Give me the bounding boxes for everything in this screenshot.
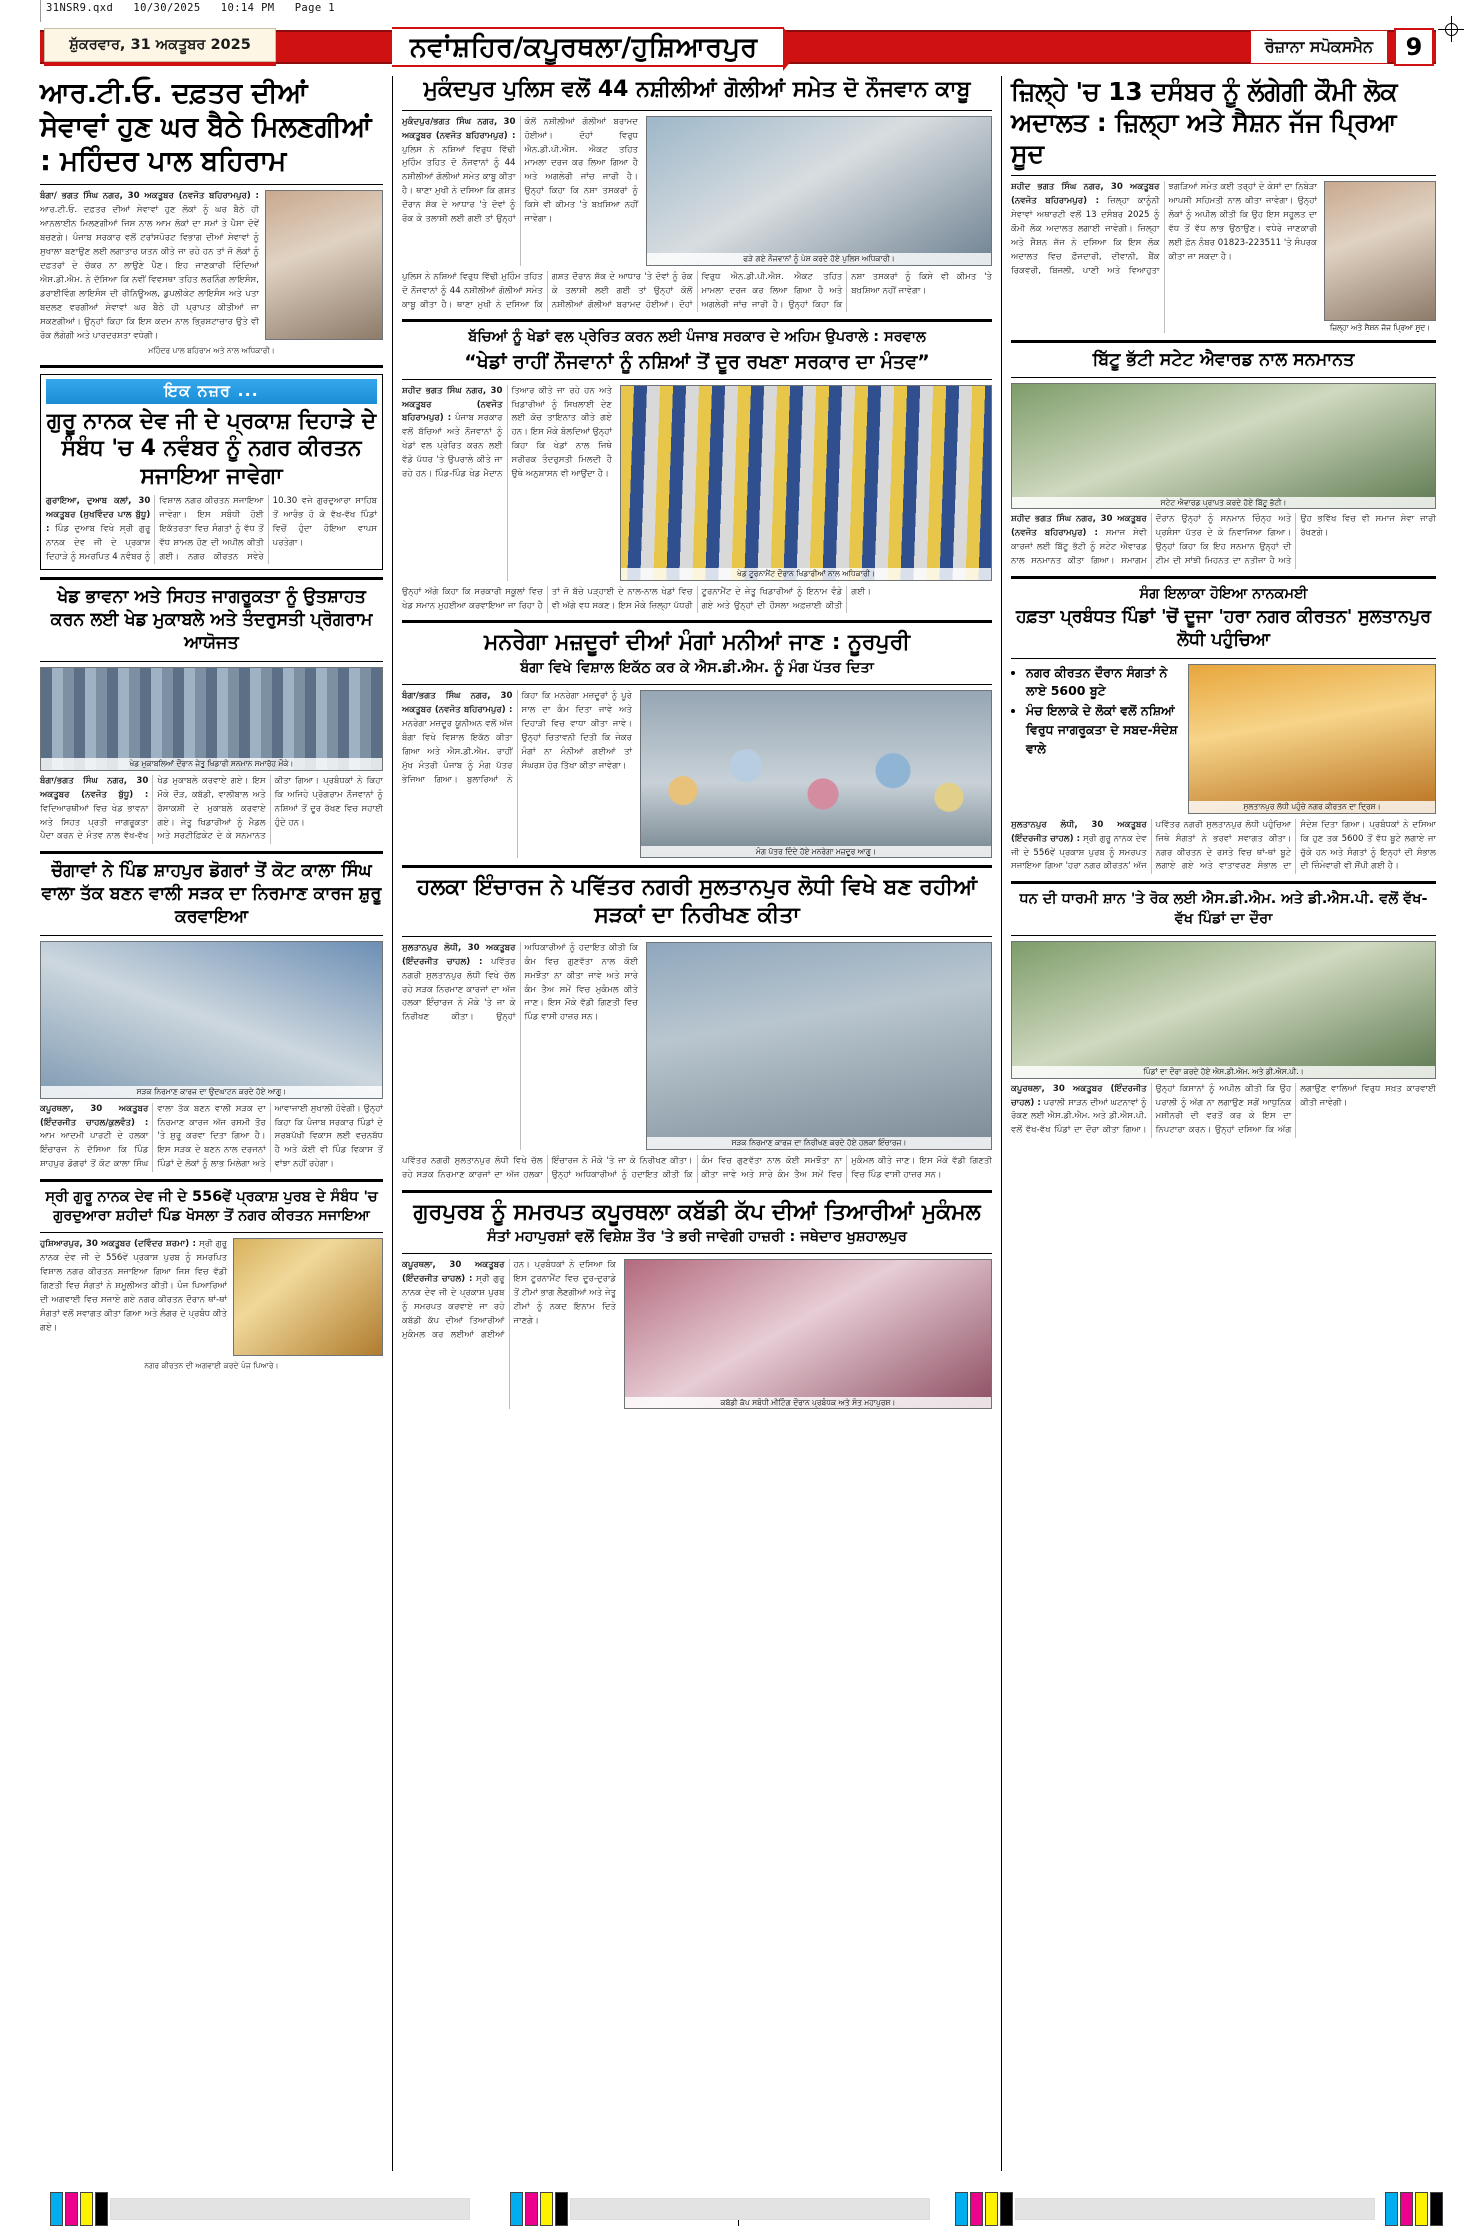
left-column [40,76,392,2171]
sdm-text: ਪਰਾਲੀ ਸਾੜਨ ਦੀਆਂ ਘਟਨਾਵਾਂ ਨੂੰ ਰੋਕਣ ਲਈ ਐਸ.ਡੀ.ਐਮ. ਅਤੇ ਡੀ.ਐਸ.ਪੀ. ਵਲੋਂ ਵੱਖ-ਵੱਖ ਪਿੰਡਾਂ ਦਾ ਦੌਰਾ ਕੀਤਾ ਗਿਆ। ਉਨ੍ਹਾਂ ਕਿਸਾਨਾਂ ਨੂੰ ਅਪੀਲ ਕੀਤੀ ਕਿ ਉਹ ਪਰਾਲੀ ਨੂੰ ਅੱਗ ਨਾ ਲਗਾਉਣ ਸਗੋਂ ਆਧੁਨਿਕ ਮਸ਼ੀਨਰੀ ਦੀ ਵਰਤੋਂ ਕਰ ਕੇ ਇਸ ਦਾ ਨਿਪਟਾਰਾ ਕਰਨ। ਉਨ੍ਹਾਂ ਦਸਿਆ ਕਿ ਅੱਗ ਲਗਾਉਣ ਵਾਲਿਆਂ ਵਿਰੁਧ ਸਖ਼ਤ ਕਾਰਵਾਈ ਕੀਤੀ ਜਾਵੇਗੀ। [1011,1083,1436,1136]
halka-continuation: ਪਵਿੱਤਰ ਨਗਰੀ ਸੁਲਤਾਨਪੁਰ ਲੋਧੀ ਵਿਖੇ ਚੱਲ ਰਹੇ ਸੜਕ ਨਿਰਮਾਣ ਕਾਰਜਾਂ ਦਾ ਅੱਜ ਹਲਕਾ ਇੰਚਾਰਜ ਨੇ ਮੌਕੇ 'ਤੇ ਜਾ ਕੇ ਨਿਰੀਖਣ ਕੀਤਾ। ਉਨ੍ਹਾਂ ਅਧਿਕਾਰੀਆਂ ਨੂੰ ਹਦਾਇਤ ਕੀਤੀ ਕਿ ਕੰਮ ਵਿਚ ਗੁਣਵੱਤਾ ਨਾਲ ਕੋਈ ਸਮਝੌਤਾ ਨਾ ਕੀਤਾ ਜਾਵੇ ਅਤੇ ਸਾਰੇ ਕੰਮ ਤੈਅ ਸਮੇਂ ਵਿਚ ਮੁਕੰਮਲ ਕੀਤੇ ਜਾਣ। ਇਸ ਮੌਕੇ ਵੱਡੀ ਗਿਣਤੀ ਵਿਚ ਪਿੰਡ ਵਾਸੀ ਹਾਜ਼ਰ ਸਨ। [402,1155,992,1180]
court-story-photo-caption: ਜ਼ਿਲ੍ਹਾ ਅਤੇ ਸੈਸ਼ਨ ਜੱਜ ਪ੍ਰਿਆ ਸੂਦ। [1329,323,1431,332]
police-story-dateline: ਮੁਕੰਦਪੁਰ/ਭਗਤ ਸਿੰਘ ਨਗਰ, 30 ਅਕਤੂਬਰ (ਨਵਜੋਤ ਬਹਿਰਾਮਪੁਰ) : [402,116,516,141]
grey-scale-bar [570,2198,930,2220]
color-swatch-magenta [970,2192,983,2226]
nankmai-headline: ਹਫ਼ਤਾ ਪ੍ਰਬੰਧਤ ਪਿੰਡਾਂ 'ਚੋਂ ਦੂਜਾ 'ਹਰਾ ਨਗਰ ਕੀਰਤਨ' ਸੁਲਤਾਨਪੁਰ ਲੋਧੀ ਪਹੁੰਚਿਆ [1015,607,1432,650]
lead-photo [265,190,383,340]
color-swatch-magenta [525,2192,538,2226]
ik-nazar-dateline: ਗੁਰਾਇਆ, ਦੁਆਬ ਕਲਾਂ, 30 ਅਕਤੂਬਰ (ਸੁਖਵਿੰਦਰ ਪਾਲ ਬੁੱਧੂ) : [46,495,151,534]
nankmai-photo-caption: ਸੁਲਤਾਨਪੁਰ ਲੋਧੀ ਪਹੁੰਚੇ ਨਗਰ ਕੀਰਤਨ ਦਾ ਦ੍ਰਿਸ਼। [1189,801,1435,812]
nankmai-dateline: ਸੁਲਤਾਨਪੁਰ ਲੋਧੀ, 30 ਅਕਤੂਬਰ (ਇੰਦਰਜੀਤ ਚਾਹਲ) : [1011,819,1147,844]
page-number: 9 [1394,28,1434,66]
nankmai-body [1011,819,1436,875]
kabaddi-body [402,1259,616,1409]
award-headline: ਬਿੱਟੂ ਭੱਟੀ ਸਟੇਟ ਐਵਾਰਡ ਨਾਲ ਸਨਮਾਨਤ [1092,349,1355,370]
sports-feature-body-right: ਉਨ੍ਹਾਂ ਅੱਗੇ ਕਿਹਾ ਕਿ ਸਰਕਾਰੀ ਸਕੂਲਾਂ ਵਿਚ ਖੇਡ ਸਮਾਨ ਮੁਹਈਆ ਕਰਵਾਇਆ ਜਾ ਰਿਹਾ ਹੈ ਤਾਂ ਜੋ ਬੱਚੇ ਪੜ੍ਹਾਈ ਦੇ ਨਾਲ-ਨਾਲ ਖੇਡਾਂ ਵਿਚ ਵੀ ਅੱਗੇ ਵਧ ਸਕਣ। ਇਸ ਮੌਕੇ ਜ਼ਿਲ੍ਹਾ ਪੱਧਰੀ ਟੂਰਨਾਮੈਂਟ ਦੇ ਜੇਤੂ ਖਿਡਾਰੀਆਂ ਨੂੰ ਇਨਾਮ ਵੰਡੇ ਗਏ ਅਤੇ ਉਨ੍ਹਾਂ ਦੀ ਹੌਸਲਾ ਅਫ਼ਜ਼ਾਈ ਕੀਤੀ ਗਈ। [402,586,871,611]
nankmai-bullet-1: • ਨਗਰ ਕੀਰਤਨ ਦੌਰਾਨ ਸੰਗਤਾਂ ਨੇ ਲਾਏ 5600 ਬੂਟੇ [1026,664,1181,702]
nankmai-bullets [1011,664,1181,759]
sports-feature-body-left [402,385,612,581]
sports-feature-kicker: ਬੱਚਿਆਂ ਨੂੰ ਖੇਡਾਂ ਵਲ ਪ੍ਰੇਰਿਤ ਕਰਨ ਲਈ ਪੰਜਾਬ ਸਰਕਾਰ ਦੇ ਅਹਿਮ ਉਪਰਾਲੇ : ਸਰਵਾਲ [468,329,926,346]
color-bar-group-3 [955,2192,1375,2226]
manrega-photo [640,690,992,858]
color-swatch-cyan [50,2192,63,2226]
lead-dateline: ਬੰਗਾ/ ਭਗਤ ਸਿੰਘ ਨਗਰ, 30 ਅਕਤੂਬਰ (ਨਵਜੋਤ ਬਹਿਰਾਮਪੁਰ) : [40,191,259,202]
road-story-headline: ਚੌਗਾਵਾਂ ਨੇ ਪਿੰਡ ਸ਼ਾਹਪੁਰ ਡੋਗਰਾਂ ਤੋਂ ਕੋਟ ਕਾਲਾ ਸਿੰਘ ਵਾਲਾ ਤੱਕ ਬਣਨ ਵਾਲੀ ਸੜਕ ਦਾ ਨਿਰਮਾਣ ਕਾਰਜ ਸ਼ੁਰੂ ਕਰਵਾਇਆ [41,861,382,927]
halka-photo-caption: ਸੜਕ ਨਿਰਮਾਣ ਕਾਰਜ ਦਾ ਨਿਰੀਖਣ ਕਰਦੇ ਹੋਏ ਹਲਕਾ ਇੰਚਾਰਜ। [647,1137,991,1148]
masthead [40,26,1436,70]
ik-nazar-body [46,495,377,565]
ik-nazar-box [40,374,383,571]
color-swatch-black [555,2192,568,2226]
masthead-paper-plate [1250,30,1388,64]
manrega-headline: ਮਨਰੇਗਾ ਮਜ਼ਦੂਰਾਂ ਦੀਆਂ ਮੰਗਾਂ ਮਨੀਆਂ ਜਾਣ : ਨੂਰਪੁਰੀ [483,630,910,656]
right-column [1002,76,1436,2171]
road-story-photo-caption: ਸੜਕ ਨਿਰਮਾਣ ਕਾਰਜ ਦਾ ਉਦਘਾਟਨ ਕਰਦੇ ਹੋਏ ਆਗੂ। [41,1086,382,1097]
road-story-body [40,1103,383,1173]
halka-dateline: ਸੁਲਤਾਨਪੁਰ ਲੋਧੀ, 30 ਅਕਤੂਬਰ (ਇੰਦਰਜੀਤ ਚਾਹਲ) : [402,942,516,967]
halka-headline: ਹਲਕਾ ਇੰਚਾਰਜ ਨੇ ਪਵਿੱਤਰ ਨਗਰੀ ਸੁਲਤਾਨਪੁਰ ਲੋਧੀ ਵਿਖੇ ਬਣ ਰਹੀਆਂ ਸੜਕਾਂ ਦਾ ਨਿਰੀਖਣ ਕੀਤਾ [416,875,978,929]
award-text: ਸਮਾਜ ਸੇਵੀ ਕਾਰਜਾਂ ਲਈ ਬਿੱਟੂ ਭੱਟੀ ਨੂੰ ਸਟੇਟ ਐਵਾਰਡ ਨਾਲ ਸਨਮਾਨਤ ਕੀਤਾ ਗਿਆ। ਸਮਾਗਮ ਦੌਰਾਨ ਉਨ੍ਹਾਂ ਨੂੰ ਸਨਮਾਨ ਚਿੰਨ੍ਹ ਅਤੇ ਪ੍ਰਸ਼ੰਸਾ ਪੱਤਰ ਦੇ ਕੇ ਨਿਵਾਜਿਆ ਗਿਆ। ਉਨ੍ਹਾਂ ਕਿਹਾ ਕਿ ਇਹ ਸਨਮਾਨ ਉਨ੍ਹਾਂ ਦੀ ਟੀਮ ਦੀ ਸਾਂਝੀ ਮਿਹਨਤ ਦਾ ਨਤੀਜਾ ਹੈ ਅਤੇ ਉਹ ਭਵਿੱਖ ਵਿਚ ਵੀ ਸਮਾਜ ਸੇਵਾ ਜਾਰੀ ਰੱਖਣਗੇ। [1011,514,1436,567]
print-slug: 31NSR9.qxd 10/30/2025 10:14 PM Page 1 [46,2,336,14]
manrega-photo-caption: ਮੰਗ ਪੱਤਰ ਦਿੰਦੇ ਹੋਏ ਮਨਰੇਗਾ ਮਜ਼ਦੂਰ ਆਗੂ। [641,846,991,857]
prakash-story-photo-caption: ਨਗਰ ਕੀਰਤਨ ਦੀ ਅਗਵਾਈ ਕਰਦੇ ਪੰਜ ਪਿਆਰੇ। [144,1361,279,1371]
road-story-text: ਆਮ ਆਦਮੀ ਪਾਰਟੀ ਦੇ ਹਲਕਾ ਇੰਚਾਰਜ ਨੇ ਦੱਸਿਆ ਕਿ ਪਿੰਡ ਸ਼ਾਹਪੁਰ ਡੋਗਰਾਂ ਤੋਂ ਕੋਟ ਕਾਲਾ ਸਿੰਘ ਵਾਲਾ ਤੱਕ ਬਣਨ ਵਾਲੀ ਸੜਕ ਦਾ ਨਿਰਮਾਣ ਕਾਰਜ ਅੱਜ ਰਸਮੀ ਤੌਰ 'ਤੇ ਸ਼ੁਰੂ ਕਰਵਾ ਦਿਤਾ ਗਿਆ ਹੈ। ਇਸ ਸੜਕ ਦੇ ਬਣਨ ਨਾਲ ਦਰਜਨਾਂ ਪਿੰਡਾਂ ਦੇ ਲੋਕਾਂ ਨੂੰ ਲਾਭ ਮਿਲੇਗਾ ਅਤੇ ਆਵਾਜਾਈ ਸੁਖਾਲੀ ਹੋਵੇਗੀ। ਉਨ੍ਹਾਂ ਕਿਹਾ ਕਿ ਪੰਜਾਬ ਸਰਕਾਰ ਪਿੰਡਾਂ ਦੇ ਸਰਬਪੱਖੀ ਵਿਕਾਸ ਲਈ ਵਚਨਬੱਧ ਹੈ ਅਤੇ ਕੋਈ ਵੀ ਪਿੰਡ ਵਿਕਾਸ ਤੋਂ ਵਾਂਝਾ ਨਹੀਂ ਰਹੇਗਾ। [40,1103,383,1170]
halka-text: ਪਵਿੱਤਰ ਨਗਰੀ ਸੁਲਤਾਨਪੁਰ ਲੋਧੀ ਵਿਖੇ ਚੱਲ ਰਹੇ ਸੜਕ ਨਿਰਮਾਣ ਕਾਰਜਾਂ ਦਾ ਅੱਜ ਹਲਕਾ ਇੰਚਾਰਜ ਨੇ ਮੌਕੇ 'ਤੇ ਜਾ ਕੇ ਨਿਰੀਖਣ ਕੀਤਾ। ਉਨ੍ਹਾਂ ਅਧਿਕਾਰੀਆਂ ਨੂੰ ਹਦਾਇਤ ਕੀਤੀ ਕਿ ਕੰਮ ਵਿਚ ਗੁਣਵੱਤਾ ਨਾਲ ਕੋਈ ਸਮਝੌਤਾ ਨਾ ਕੀਤਾ ਜਾਵੇ ਅਤੇ ਸਾਰੇ ਕੰਮ ਤੈਅ ਸਮੇਂ ਵਿਚ ਮੁਕੰਮਲ ਕੀਤੇ ਜਾਣ। ਇਸ ਮੌਕੇ ਵੱਡੀ ਗਿਣਤੀ ਵਿਚ ਪਿੰਡ ਵਾਸੀ ਹਾਜ਼ਰ ਸਨ। [402,942,638,1023]
award-photo [1011,383,1436,509]
masthead-edition-plate [392,27,784,67]
prakash-story-photo [233,1238,383,1356]
manrega-dateline: ਬੰਗਾ/ਭਗਤ ਸਿੰਘ ਨਗਰ, 30 ਅਕਤੂਬਰ (ਨਵਜੋਤ ਬਹਿਰਾਮਪੁਰ) : [402,691,513,716]
sports-feature-text-left: ਪੰਜਾਬ ਸਰਕਾਰ ਵਲੋਂ ਬੱਚਿਆਂ ਅਤੇ ਨੌਜਵਾਨਾਂ ਨੂੰ ਖੇਡਾਂ ਵਲ ਪ੍ਰੇਰਿਤ ਕਰਨ ਲਈ ਵੱਡੇ ਪੱਧਰ 'ਤੇ ਉਪਰਾਲੇ ਕੀਤੇ ਜਾ ਰਹੇ ਹਨ। ਪਿੰਡ-ਪਿੰਡ ਖੇਡ ਮੈਦਾਨ ਤਿਆਰ ਕੀਤੇ ਜਾ ਰਹੇ ਹਨ ਅਤੇ ਖਿਡਾਰੀਆਂ ਨੂੰ ਸਿਖਲਾਈ ਦੇਣ ਲਈ ਕੋਚ ਤਾਇਨਾਤ ਕੀਤੇ ਗਏ ਹਨ। ਇਸ ਮੌਕੇ ਬੋਲਦਿਆਂ ਉਨ੍ਹਾਂ ਕਿਹਾ ਕਿ ਖੇਡਾਂ ਨਾਲ ਜਿਥੇ ਸਰੀਰਕ ਤੰਦਰੁਸਤੀ ਮਿਲਦੀ ਹੈ ਉਥੇ ਅਨੁਸ਼ਾਸਨ ਵੀ ਆਉਂਦਾ ਹੈ। [402,385,612,480]
court-story-headline: ਜ਼ਿਲ੍ਹੇ 'ਚ 13 ਦਸੰਬਰ ਨੂੰ ਲੱਗੇਗੀ ਕੌਮੀ ਲੋਕ ਅਦਾਲਤ : ਜ਼ਿਲ੍ਹਾ ਅਤੇ ਸੈਸ਼ਨ ਜੱਜ ਪ੍ਰਿਆ ਸੂਦ [1011,77,1398,168]
columns-grid [40,76,1436,2171]
sdm-dateline: ਕਪੂਰਥਲਾ, 30 ਅਕਤੂਬਰ (ਇੰਦਰਜੀਤ ਚਾਹਲ) : [1011,1083,1147,1108]
color-calibration-bars [40,2192,1436,2226]
middle-column [392,76,1002,2171]
police-story-continuation: ਪੁਲਿਸ ਨੇ ਨਸ਼ਿਆਂ ਵਿਰੁਧ ਵਿੱਢੀ ਮੁਹਿੰਮ ਤਹਿਤ ਦੋ ਨੌਜਵਾਨਾਂ ਨੂੰ 44 ਨਸ਼ੀਲੀਆਂ ਗੋਲੀਆਂ ਸਮੇਤ ਕਾਬੂ ਕੀਤਾ ਹੈ। ਥਾਣਾ ਮੁਖੀ ਨੇ ਦਸਿਆ ਕਿ ਗਸ਼ਤ ਦੌਰਾਨ ਸ਼ੱਕ ਦੇ ਆਧਾਰ 'ਤੇ ਦੋਵਾਂ ਨੂੰ ਰੋਕ ਕੇ ਤਲਾਸ਼ੀ ਲਈ ਗਈ ਤਾਂ ਉਨ੍ਹਾਂ ਕੋਲੋਂ ਨਸ਼ੀਲੀਆਂ ਗੋਲੀਆਂ ਬਰਾਮਦ ਹੋਈਆਂ। ਦੋਹਾਂ ਵਿਰੁਧ ਐਨ.ਡੀ.ਪੀ.ਐਸ. ਐਕਟ ਤਹਿਤ ਮਾਮਲਾ ਦਰਜ ਕਰ ਲਿਆ ਗਿਆ ਹੈ ਅਤੇ ਅਗਲੇਰੀ ਜਾਂਚ ਜਾਰੀ ਹੈ। ਉਨ੍ਹਾਂ ਕਿਹਾ ਕਿ ਨਸ਼ਾ ਤਸਕਰਾਂ ਨੂੰ ਕਿਸੇ ਵੀ ਕੀਮਤ 'ਤੇ ਬਖ਼ਸ਼ਿਆ ਨਹੀਂ ਜਾਵੇਗਾ। [402,271,992,310]
award-photo-caption: ਸਟੇਟ ਐਵਾਰਡ ਪ੍ਰਾਪਤ ਕਰਦੇ ਹੋਏ ਬਿੱਟੂ ਭੱਟੀ। [1012,497,1435,508]
kabaddi-subhead: ਸੰਤਾਂ ਮਹਾਪੁਰਸ਼ਾਂ ਵਲੋਂ ਵਿਸ਼ੇਸ਼ ਤੌਰ 'ਤੇ ਭਰੀ ਜਾਵੇਗੀ ਹਾਜ਼ਰੀ : ਜਥੇਦਾਰ ਖੁਸ਼ਹਾਲਪੁਰ [487,1229,907,1246]
color-swatch-cyan [955,2192,968,2226]
sports-story-photo [40,667,383,771]
sdm-photo-caption: ਪਿੰਡਾਂ ਦਾ ਦੌਰਾ ਕਰਦੇ ਹੋਏ ਐਸ.ਡੀ.ਐਮ. ਅਤੇ ਡੀ.ਐਸ.ਪੀ.। [1012,1066,1435,1077]
color-swatch-yellow [1415,2192,1428,2226]
nankmai-bullet-2: • ਮੰਚ ਇਲਾਕੇ ਦੇ ਲੋਕਾਂ ਵਲੋਂ ਨਸ਼ਿਆਂ ਵਿਰੁਧ ਜਾਗਰੂਕਤਾ ਦੇ ਸਬਦ-ਸੰਦੇਸ਼ ਵਾਲੇ [1026,702,1181,758]
police-story-photo-caption: ਫੜੇ ਗਏ ਨੌਜਵਾਨਾਂ ਨੂੰ ਪੇਸ਼ ਕਰਦੇ ਹੋਏ ਪੁਲਿਸ ਅਧਿਕਾਰੀ। [647,253,991,264]
registration-mark-top [1438,16,1464,42]
color-swatch-cyan [1385,2192,1398,2226]
sdm-body [1011,1083,1436,1139]
police-story-text: ਪੁਲਿਸ ਨੇ ਨਸ਼ਿਆਂ ਵਿਰੁਧ ਵਿੱਢੀ ਮੁਹਿੰਮ ਤਹਿਤ ਦੋ ਨੌਜਵਾਨਾਂ ਨੂੰ 44 ਨਸ਼ੀਲੀਆਂ ਗੋਲੀਆਂ ਸਮੇਤ ਕਾਬੂ ਕੀਤਾ ਹੈ। ਥਾਣਾ ਮੁਖੀ ਨੇ ਦਸਿਆ ਕਿ ਗਸ਼ਤ ਦੌਰਾਨ ਸ਼ੱਕ ਦੇ ਆਧਾਰ 'ਤੇ ਦੋਵਾਂ ਨੂੰ ਰੋਕ ਕੇ ਤਲਾਸ਼ੀ ਲਈ ਗਈ ਤਾਂ ਉਨ੍ਹਾਂ ਕੋਲੋਂ ਨਸ਼ੀਲੀਆਂ ਗੋਲੀਆਂ ਬਰਾਮਦ ਹੋਈਆਂ। ਦੋਹਾਂ ਵਿਰੁਧ ਐਨ.ਡੀ.ਪੀ.ਐਸ. ਐਕਟ ਤਹਿਤ ਮਾਮਲਾ ਦਰਜ ਕਰ ਲਿਆ ਗਿਆ ਹੈ ਅਤੇ ਅਗਲੇਰੀ ਜਾਂਚ ਜਾਰੀ ਹੈ। ਉਨ੍ਹਾਂ ਕਿਹਾ ਕਿ ਨਸ਼ਾ ਤਸਕਰਾਂ ਨੂੰ ਕਿਸੇ ਵੀ ਕੀਮਤ 'ਤੇ ਬਖ਼ਸ਼ਿਆ ਨਹੀਂ ਜਾਵੇਗਾ। [402,116,638,225]
ik-nazar-banner: ਇਕ ਨਜ਼ਰ ... [46,379,377,404]
masthead-paper-name: ਰੋਜ਼ਾਨਾ ਸਪੋਕਸਮੈਨ [1264,37,1373,56]
halka-photo [646,942,992,1150]
color-swatch-yellow [80,2192,93,2226]
sports-story-text: ਵਿਦਿਆਰਥੀਆਂ ਵਿਚ ਖੇਡ ਭਾਵਨਾ ਅਤੇ ਸਿਹਤ ਪ੍ਰਤੀ ਜਾਗਰੂਕਤਾ ਪੈਦਾ ਕਰਨ ਦੇ ਮੰਤਵ ਨਾਲ ਵੱਖ-ਵੱਖ ਖੇਡ ਮੁਕਾਬਲੇ ਕਰਵਾਏ ਗਏ। ਇਸ ਮੌਕੇ ਦੌੜ, ਕਬੱਡੀ, ਵਾਲੀਬਾਲ ਅਤੇ ਰੱਸਾਕਸ਼ੀ ਦੇ ਮੁਕਾਬਲੇ ਕਰਵਾਏ ਗਏ। ਜੇਤੂ ਖਿਡਾਰੀਆਂ ਨੂੰ ਮੈਡਲ ਅਤੇ ਸਰਟੀਫ਼ਿਕੇਟ ਦੇ ਕੇ ਸਨਮਾਨਤ ਕੀਤਾ ਗਿਆ। ਪ੍ਰਬੰਧਕਾਂ ਨੇ ਕਿਹਾ ਕਿ ਅਜਿਹੇ ਪ੍ਰੋਗਰਾਮ ਨੌਜਵਾਨਾਂ ਨੂੰ ਨਸ਼ਿਆਂ ਤੋਂ ਦੂਰ ਰੱਖਣ ਵਿਚ ਸਹਾਈ ਹੁੰਦੇ ਹਨ। [40,775,383,842]
police-story-photo [646,116,992,266]
police-story-headline: ਮੁਕੰਦਪੁਰ ਪੁਲਿਸ ਵਲੋਂ 44 ਨਸ਼ੀਲੀਆਂ ਗੋਲੀਆਂ ਸਮੇਤ ਦੋ ਨੌਜਵਾਨ ਕਾਬੂ [423,77,971,102]
color-swatch-black [1430,2192,1443,2226]
police-story-body [402,116,638,266]
grey-scale-bar [110,2198,470,2220]
color-bar-group-4 [1385,2192,1447,2226]
kabaddi-dateline: ਕਪੂਰਥਲਾ, 30 ਅਕਤੂਬਰ (ਇੰਦਰਜੀਤ ਚਾਹਲ) : [402,1260,505,1285]
manrega-text: ਮਨਰੇਗਾ ਮਜ਼ਦੂਰ ਯੂਨੀਅਨ ਵਲੋਂ ਅੱਜ ਬੰਗਾ ਵਿਖੇ ਵਿਸ਼ਾਲ ਇਕੱਠ ਕੀਤਾ ਗਿਆ ਅਤੇ ਐਸ.ਡੀ.ਐਮ. ਰਾਹੀਂ ਮੁੱਖ ਮੰਤਰੀ ਪੰਜਾਬ ਨੂੰ ਮੰਗ ਪੱਤਰ ਭੇਜਿਆ ਗਿਆ। ਬੁਲਾਰਿਆਂ ਨੇ ਕਿਹਾ ਕਿ ਮਨਰੇਗਾ ਮਜ਼ਦੂਰਾਂ ਨੂੰ ਪੂਰੇ ਸਾਲ ਦਾ ਕੰਮ ਦਿਤਾ ਜਾਵੇ ਅਤੇ ਦਿਹਾੜੀ ਵਿਚ ਵਾਧਾ ਕੀਤਾ ਜਾਵੇ। ਉਨ੍ਹਾਂ ਚਿਤਾਵਨੀ ਦਿਤੀ ਕਿ ਜੇਕਰ ਮੰਗਾਂ ਨਾ ਮੰਨੀਆਂ ਗਈਆਂ ਤਾਂ ਸੰਘਰਸ਼ ਹੋਰ ਤਿੱਖਾ ਕੀਤਾ ਜਾਵੇਗਾ। [402,691,632,785]
lead-photo-caption: ਮਹਿੰਦਰ ਪਾਲ ਬਹਿਰਾਮ ਅਤੇ ਨਾਲ ਅਧਿਕਾਰੀ। [148,346,275,356]
sdm-headline: ਧਨ ਦੀ ਧਾਰਮੀ ਸ਼ਾਨ 'ਤੇ ਰੋਕ ਲਈ ਐਸ.ਡੀ.ਐਮ. ਅਤੇ ਡੀ.ਐਸ.ਪੀ. ਵਲੋਂ ਵੱਖ-ਵੱਖ ਪਿੰਡਾਂ ਦਾ ਦੌਰਾ [1019,891,1428,927]
sports-feature-quote: “ਖੇਡਾਂ ਰਾਹੀਂ ਨੌਜਵਾਨਾਂ ਨੂੰ ਨਸ਼ਿਆਂ ਤੋਂ ਦੂਰ ਰਖਣਾ ਸਰਕਾਰ ਦਾ ਮੰਤਵ” [464,350,930,373]
sports-feature-dateline: ਸ਼ਹੀਦ ਭਗਤ ਸਿੰਘ ਨਗਰ, 30 ਅਕਤੂਬਰ (ਨਵਜੋਤ ਬਹਿਰਾਮਪੁਰ) : [402,385,503,424]
color-swatch-yellow [985,2192,998,2226]
newspaper-page [40,26,1436,2186]
nankmai-kicker: ਸੰਗ ਇਲਾਕਾ ਹੋਇਆ ਨਾਨਕਮਈ [1139,586,1308,603]
sports-story-headline: ਖੇਡ ਭਾਵਨਾ ਅਤੇ ਸਿਹਤ ਜਾਗਰੂਕਤਾ ਨੂੰ ਉਤਸ਼ਾਹਤ ਕਰਨ ਲਈ ਖੇਡ ਮੁਕਾਬਲੇ ਅਤੇ ਤੰਦਰੁਸਤੀ ਪ੍ਰੋਗਰਾਮ ਆਯੋਜਤ [50,587,373,653]
manrega-subhead: ਬੰਗਾ ਵਿਖੇ ਵਿਸ਼ਾਲ ਇਕੱਠ ਕਰ ਕੇ ਐਸ.ਡੀ.ਐਮ. ਨੂੰ ਮੰਗ ਪੱਤਰ ਦਿਤਾ [520,660,874,677]
color-swatch-cyan [510,2192,523,2226]
sports-feature-photo [620,385,992,581]
prakash-story-text: ਸ੍ਰੀ ਗੁਰੂ ਨਾਨਕ ਦੇਵ ਜੀ ਦੇ 556ਵੇਂ ਪ੍ਰਕਾਸ਼ ਪੁਰਬ ਨੂੰ ਸਮਰਪਿਤ ਵਿਸ਼ਾਲ ਨਗਰ ਕੀਰਤਨ ਸਜਾਇਆ ਗਿਆ ਜਿਸ ਵਿਚ ਵੱਡੀ ਗਿਣਤੀ ਵਿਚ ਸੰਗਤਾਂ ਨੇ ਸ਼ਮੂਲੀਅਤ ਕੀਤੀ। ਪੰਜ ਪਿਆਰਿਆਂ ਦੀ ਅਗਵਾਈ ਵਿਚ ਸਜਾਏ ਗਏ ਨਗਰ ਕੀਰਤਨ ਦੌਰਾਨ ਥਾਂ-ਥਾਂ ਸੰਗਤਾਂ ਵਲੋਂ ਸਵਾਗਤ ਕੀਤਾ ਗਿਆ ਅਤੇ ਲੰਗਰ ਦੇ ਪ੍ਰਬੰਧ ਕੀਤੇ ਗਏ। [40,1239,227,1333]
nankmai-text: ਸ੍ਰੀ ਗੁਰੂ ਨਾਨਕ ਦੇਵ ਜੀ ਦੇ 556ਵੇਂ ਪ੍ਰਕਾਸ਼ ਪੁਰਬ ਨੂੰ ਸਮਰਪਤ ਸਜਾਇਆ ਗਿਆ 'ਹਰਾ ਨਗਰ ਕੀਰਤਨ' ਅੱਜ ਪਵਿੱਤਰ ਨਗਰੀ ਸੁਲਤਾਨਪੁਰ ਲੋਧੀ ਪਹੁੰਚਿਆ ਜਿਥੇ ਸੰਗਤਾਂ ਨੇ ਭਰਵਾਂ ਸਵਾਗਤ ਕੀਤਾ। ਨਗਰ ਕੀਰਤਨ ਦੇ ਰਸਤੇ ਵਿਚ ਥਾਂ-ਥਾਂ ਬੂਟੇ ਲਗਾਏ ਗਏ ਅਤੇ ਵਾਤਾਵਰਣ ਸੰਭਾਲ ਦਾ ਸੰਦੇਸ਼ ਦਿਤਾ ਗਿਆ। ਪ੍ਰਬੰਧਕਾਂ ਨੇ ਦਸਿਆ ਕਿ ਹੁਣ ਤਕ 5600 ਤੋਂ ਵੱਧ ਬੂਟੇ ਲਗਾਏ ਜਾ ਚੁੱਕੇ ਹਨ ਅਤੇ ਸੰਗਤਾਂ ਨੂੰ ਇਨ੍ਹਾਂ ਦੀ ਸੰਭਾਲ ਦੀ ਜ਼ਿੰਮੇਵਾਰੀ ਵੀ ਸੌਂਪੀ ਗਈ ਹੈ। [1011,819,1436,872]
sdm-photo [1011,941,1436,1079]
road-story-photo [40,941,383,1099]
masthead-date: ਸ਼ੁੱਕਰਵਾਰ, 31 ਅਕਤੂਬਰ 2025 [44,28,276,62]
road-story-dateline: ਕਪੂਰਥਲਾ, 30 ਅਕਤੂਬਰ (ਇੰਦਰਜੀਤ ਚਾਹਲ/ਕੁਲਵੰਤ) : [40,1103,149,1128]
masthead-editions: ਨਵਾਂਸ਼ਹਿਰ/ਕਪੂਰਥਲਾ/ਹੁਸ਼ਿਆਰਪੁਰ [410,31,758,63]
ik-nazar-headline: ਗੁਰੂ ਨਾਨਕ ਦੇਵ ਜੀ ਦੇ ਪ੍ਰਕਾਸ਼ ਦਿਹਾੜੇ ਦੇ ਸੰਬੰਧ 'ਚ 4 ਨਵੰਬਰ ਨੂੰ ਨਗਰ ਕੀਰਤਨ ਸਜਾਇਆ ਜਾਵੇਗਾ [46,408,377,490]
color-swatch-magenta [1400,2192,1413,2226]
slug-rule [40,0,41,22]
sports-story-body [40,775,383,845]
color-swatch-magenta [65,2192,78,2226]
kabaddi-text: ਸ੍ਰੀ ਗੁਰੂ ਨਾਨਕ ਦੇਵ ਜੀ ਦੇ ਪ੍ਰਕਾਸ਼ ਪੁਰਬ ਨੂੰ ਸਮਰਪਤ ਕਰਵਾਏ ਜਾ ਰਹੇ ਕਬੱਡੀ ਕੱਪ ਦੀਆਂ ਤਿਆਰੀਆਂ ਮੁਕੰਮਲ ਕਰ ਲਈਆਂ ਗਈਆਂ ਹਨ। ਪ੍ਰਬੰਧਕਾਂ ਨੇ ਦਸਿਆ ਕਿ ਇਸ ਟੂਰਨਾਮੈਂਟ ਵਿਚ ਦੂਰ-ਦੁਰਾਡੇ ਤੋਂ ਟੀਮਾਂ ਭਾਗ ਲੈਣਗੀਆਂ ਅਤੇ ਜੇਤੂ ਟੀਮਾਂ ਨੂੰ ਨਕਦ ਇਨਾਮ ਦਿਤੇ ਜਾਣਗੇ। [402,1260,616,1341]
prakash-story-dateline: ਹੁਸ਼ਿਆਰਪੁਰ, 30 ਅਕਤੂਬਰ (ਦਵਿੰਦਰ ਸ਼ਰਮਾ) : [40,1239,196,1250]
color-swatch-yellow [540,2192,553,2226]
court-story-dateline: ਸ਼ਹੀਦ ਭਗਤ ਸਿੰਘ ਨਗਰ, 30 ਅਕਤੂਬਰ (ਨਵਜੋਤ ਬਹਿਰਾਮਪੁਰ) : [1011,182,1160,206]
nankmai-photo [1188,664,1436,814]
sports-story-photo-caption: ਖੇਡ ਮੁਕਾਬਲਿਆਂ ਦੌਰਾਨ ਜੇਤੂ ਖਿਡਾਰੀ ਸਨਮਾਨ ਸਮਾਰੋਹ ਮੌਕੇ। [41,758,382,769]
color-bar-group-1 [50,2192,470,2226]
award-dateline: ਸ਼ਹੀਦ ਭਗਤ ਸਿੰਘ ਨਗਰ, 30 ਅਕਤੂਬਰ (ਨਵਜੋਤ ਬਹਿਰਾਮਪੁਰ) : [1011,514,1147,539]
lead-text: ਆਰ.ਟੀ.ਓ. ਦਫ਼ਤਰ ਦੀਆਂ ਸੇਵਾਵਾਂ ਹੁਣ ਲੋਕਾਂ ਨੂੰ ਘਰ ਬੈਠੇ ਹੀ ਆਨਲਾਈਨ ਮਿਲਣਗੀਆਂ ਜਿਸ ਨਾਲ ਆਮ ਲੋਕਾਂ ਦਾ ਸਮਾਂ ਤੇ ਪੈਸਾ ਦੋਵੇਂ ਬਚਣਗੇ। ਪੰਜਾਬ ਸਰਕਾਰ ਵਲੋਂ ਟਰਾਂਸਪੋਰਟ ਵਿਭਾਗ ਦੀਆਂ ਸੇਵਾਵਾਂ ਨੂੰ ਸੁਖਾਲਾ ਬਣਾਉਣ ਲਈ ਲਗਾਤਾਰ ਯਤਨ ਕੀਤੇ ਜਾ ਰਹੇ ਹਨ ਤਾਂ ਜੋ ਲੋਕਾਂ ਨੂੰ ਦਫ਼ਤਰਾਂ ਦੇ ਚੱਕਰ ਨਾ ਲਾਉਣੇ ਪੈਣ। ਇਹ ਜਾਣਕਾਰੀ ਦਿੰਦਿਆਂ ਐਸ.ਡੀ.ਐਮ. ਨੇ ਦੱਸਿਆ ਕਿ ਨਵੀਂ ਵਿਵਸਥਾ ਤਹਿਤ ਲਰਨਿੰਗ ਲਾਇਸੰਸ, ਡਰਾਈਵਿੰਗ ਲਾਇਸੰਸ ਦੀ ਰੀਨਿਊਅਲ, ਡੁਪਲੀਕੇਟ ਲਾਇਸੰਸ ਅਤੇ ਪਤਾ ਬਦਲਣ ਵਰਗੀਆਂ ਸੇਵਾਵਾਂ ਘਰ ਬੈਠੇ ਹੀ ਪ੍ਰਾਪਤ ਕੀਤੀਆਂ ਜਾ ਸਕਣਗੀਆਂ। ਉਨ੍ਹਾਂ ਕਿਹਾ ਕਿ ਇਸ ਕਦਮ ਨਾਲ ਭ੍ਰਿਸ਼ਟਾਚਾਰ ਉਤੇ ਵੀ ਰੋਕ ਲੱਗੇਗੀ ਅਤੇ ਪਾਰਦਰਸ਼ਤਾ ਵਧੇਗੀ। [40,205,259,341]
sports-feature-photo-caption: ਖੇਡ ਟੂਰਨਾਮੈਂਟ ਦੌਰਾਨ ਖਿਡਾਰੀਆਂ ਨਾਲ ਅਧਿਕਾਰੀ। [621,568,991,579]
kabaddi-photo-caption: ਕਬੱਡੀ ਕੱਪ ਸਬੰਧੀ ਮੀਟਿੰਗ ਦੌਰਾਨ ਪ੍ਰਬੰਧਕ ਅਤੇ ਸੰਤ ਮਹਾਪੁਰਸ਼। [625,1397,991,1408]
kabaddi-headline: ਗੁਰਪੁਰਬ ਨੂੰ ਸਮਰਪਤ ਕਪੂਰਥਲਾ ਕਬੱਡੀ ਕੱਪ ਦੀਆਂ ਤਿਆਰੀਆਂ ਮੁਕੰਮਲ [413,1199,981,1225]
color-bar-group-2 [510,2192,930,2226]
court-story-text: ਜ਼ਿਲ੍ਹਾ ਕਾਨੂੰਨੀ ਸੇਵਾਵਾਂ ਅਥਾਰਟੀ ਵਲੋਂ 13 ਦਸੰਬਰ 2025 ਨੂੰ ਕੌਮੀ ਲੋਕ ਅਦਾਲਤ ਲਗਾਈ ਜਾਵੇਗੀ। ਜ਼ਿਲ੍ਹਾ ਅਤੇ ਸੈਸ਼ਨ ਜੱਜ ਨੇ ਦਸਿਆ ਕਿ ਇਸ ਲੋਕ ਅਦਾਲਤ ਵਿਚ ਫ਼ੌਜਦਾਰੀ, ਦੀਵਾਨੀ, ਬੈਂਕ ਰਿਕਵਰੀ, ਬਿਜਲੀ, ਪਾਣੀ ਅਤੇ ਵਿਆਹੁਤਾ ਝਗੜਿਆਂ ਸਮੇਤ ਕਈ ਤਰ੍ਹਾਂ ਦੇ ਕੇਸਾਂ ਦਾ ਨਿਬੇੜਾ ਆਪਸੀ ਸਹਿਮਤੀ ਨਾਲ ਕੀਤਾ ਜਾਵੇਗਾ। ਉਨ੍ਹਾਂ ਲੋਕਾਂ ਨੂੰ ਅਪੀਲ ਕੀਤੀ ਕਿ ਉਹ ਇਸ ਸਹੂਲਤ ਦਾ ਵੱਧ ਤੋਂ ਵੱਧ ਲਾਭ ਉਠਾਉਣ। ਵਧੇਰੇ ਜਾਣਕਾਰੀ ਲਈ ਫ਼ੋਨ ਨੰਬਰ 01823-223511 'ਤੇ ਸੰਪਰਕ ਕੀਤਾ ਜਾ ਸਕਦਾ ਹੈ। [1011,182,1317,276]
sports-story-dateline: ਬੰਗਾ/ਭਗਤ ਸਿੰਘ ਨਗਰ, 30 ਅਕਤੂਬਰ (ਨਵਜੋਤ ਬੁੱਧੂ) : [40,775,149,800]
court-story-photo [1324,181,1436,321]
prakash-story-headline: ਸ੍ਰੀ ਗੁਰੂ ਨਾਨਕ ਦੇਵ ਜੀ ਦੇ 556ਵੇਂ ਪ੍ਰਕਾਸ਼ ਪੁਰਬ ਦੇ ਸੰਬੰਧ 'ਚ ਗੁਰਦੁਆਰਾ ਸ਼ਹੀਦਾਂ ਪਿੰਡ ਖੋਸਲਾ ਤੋਂ ਨਗਰ ਕੀਰਤਨ ਸਜਾਇਆ [45,1189,378,1225]
grey-scale-bar [1015,2198,1375,2220]
manrega-body [402,690,632,858]
award-body [1011,513,1436,569]
color-swatch-black [95,2192,108,2226]
kabaddi-photo [624,1259,992,1409]
lead-headline: ਆਰ.ਟੀ.ਓ. ਦਫ਼ਤਰ ਦੀਆਂ ਸੇਵਾਵਾਂ ਹੁਣ ਘਰ ਬੈਠੇ ਮਿਲਣਗੀਆਂ : ਮਹਿੰਦਰ ਪਾਲ ਬਹਿਰਾਮ [40,77,372,178]
ik-nazar-text: ਪਿੰਡ ਦੁਆਬ ਵਿਖੇ ਸ੍ਰੀ ਗੁਰੂ ਨਾਨਕ ਦੇਵ ਜੀ ਦੇ ਪ੍ਰਕਾਸ਼ ਦਿਹਾੜੇ ਨੂੰ ਸਮਰਪਿਤ 4 ਨਵੰਬਰ ਨੂੰ ਵਿਸ਼ਾਲ ਨਗਰ ਕੀਰਤਨ ਸਜਾਇਆ ਜਾਵੇਗਾ। ਇਸ ਸਬੰਧੀ ਹੋਈ ਇਕੱਤਰਤਾ ਵਿਚ ਸੰਗਤਾਂ ਨੂੰ ਵੱਧ ਤੋਂ ਵੱਧ ਸ਼ਾਮਲ ਹੋਣ ਦੀ ਅਪੀਲ ਕੀਤੀ ਗਈ। ਨਗਰ ਕੀਰਤਨ ਸਵੇਰੇ 10.30 ਵਜੇ ਗੁਰਦੁਆਰਾ ਸਾਹਿਬ ਤੋਂ ਆਰੰਭ ਹੋ ਕੇ ਵੱਖ-ਵੱਖ ਪਿੰਡਾਂ ਵਿਚੋਂ ਹੁੰਦਾ ਹੋਇਆ ਵਾਪਸ ਪਰਤੇਗਾ। [46,495,377,562]
halka-body [402,942,638,1150]
color-swatch-black [1000,2192,1013,2226]
masthead-date-underline [44,62,276,66]
court-story-body [1011,181,1317,333]
